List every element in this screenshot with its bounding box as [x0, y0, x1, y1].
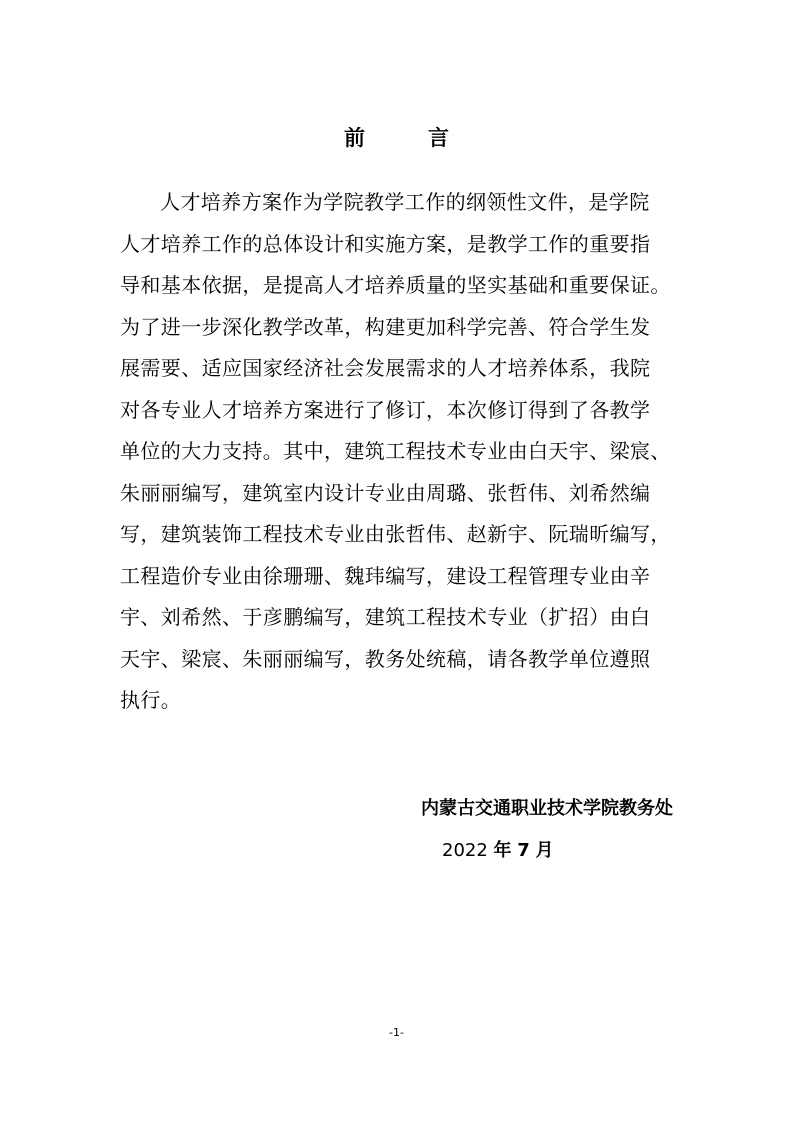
paragraph-line: 人才培养方案作为学院教学工作的纲领性文件，是学院 — [160, 190, 650, 214]
paragraph-line: 天宇、梁宸、朱丽丽编写，教务处统稿，请各教学单位遵照 — [120, 646, 651, 671]
paragraph-line: 导和基本依据，是提高人才培养质量的坚实基础和重要保证。 — [120, 273, 671, 297]
paragraph-line: 单位的大力支持。其中，建筑工程技术专业由白天宇、梁宸、 — [120, 439, 671, 463]
page-number: -1- — [389, 1026, 404, 1039]
date-month-unit: 月 — [535, 840, 554, 861]
paragraph-line: 宇、刘希然、于彦鹏编写，建筑工程技术专业（扩招）由白 — [120, 605, 651, 629]
date-year: 2022 — [442, 840, 488, 861]
paragraph-line: 展需要、适应国家经济社会发展需求的人才培养体系，我院 — [120, 356, 651, 380]
issuer-signature: 内蒙古交通职业技术学院教务处 — [421, 798, 673, 819]
date-month: 7 — [517, 840, 530, 861]
paragraph-line: 人才培养工作的总体设计和实施方案，是教学工作的重要指 — [120, 231, 651, 256]
issue-date — [442, 836, 554, 866]
paragraph-line: 写，建筑装饰工程技术专业由张哲伟、赵新宇、阮瑞昕编写， — [120, 522, 671, 546]
paragraph-line: 对各专业人才培养方案进行了修订，本次修订得到了各教学 — [120, 397, 651, 422]
title-char-1: 前 — [344, 126, 365, 150]
paragraph-line: 为了进一步深化教学改革，构建更加科学完善、符合学生发 — [120, 314, 651, 339]
title-char-2: 言 — [428, 126, 449, 150]
paragraph-line: 执行。 — [120, 688, 182, 712]
date-year-unit: 年 — [493, 840, 512, 861]
paragraph-line: 工程造价专业由徐珊珊、魏玮编写，建设工程管理专业由辛 — [120, 563, 651, 588]
page-title — [0, 122, 793, 154]
paragraph-line: 朱丽丽编写，建筑室内设计专业由周璐、张哲伟、刘希然编 — [120, 480, 651, 505]
preface-paragraph — [120, 182, 680, 722]
